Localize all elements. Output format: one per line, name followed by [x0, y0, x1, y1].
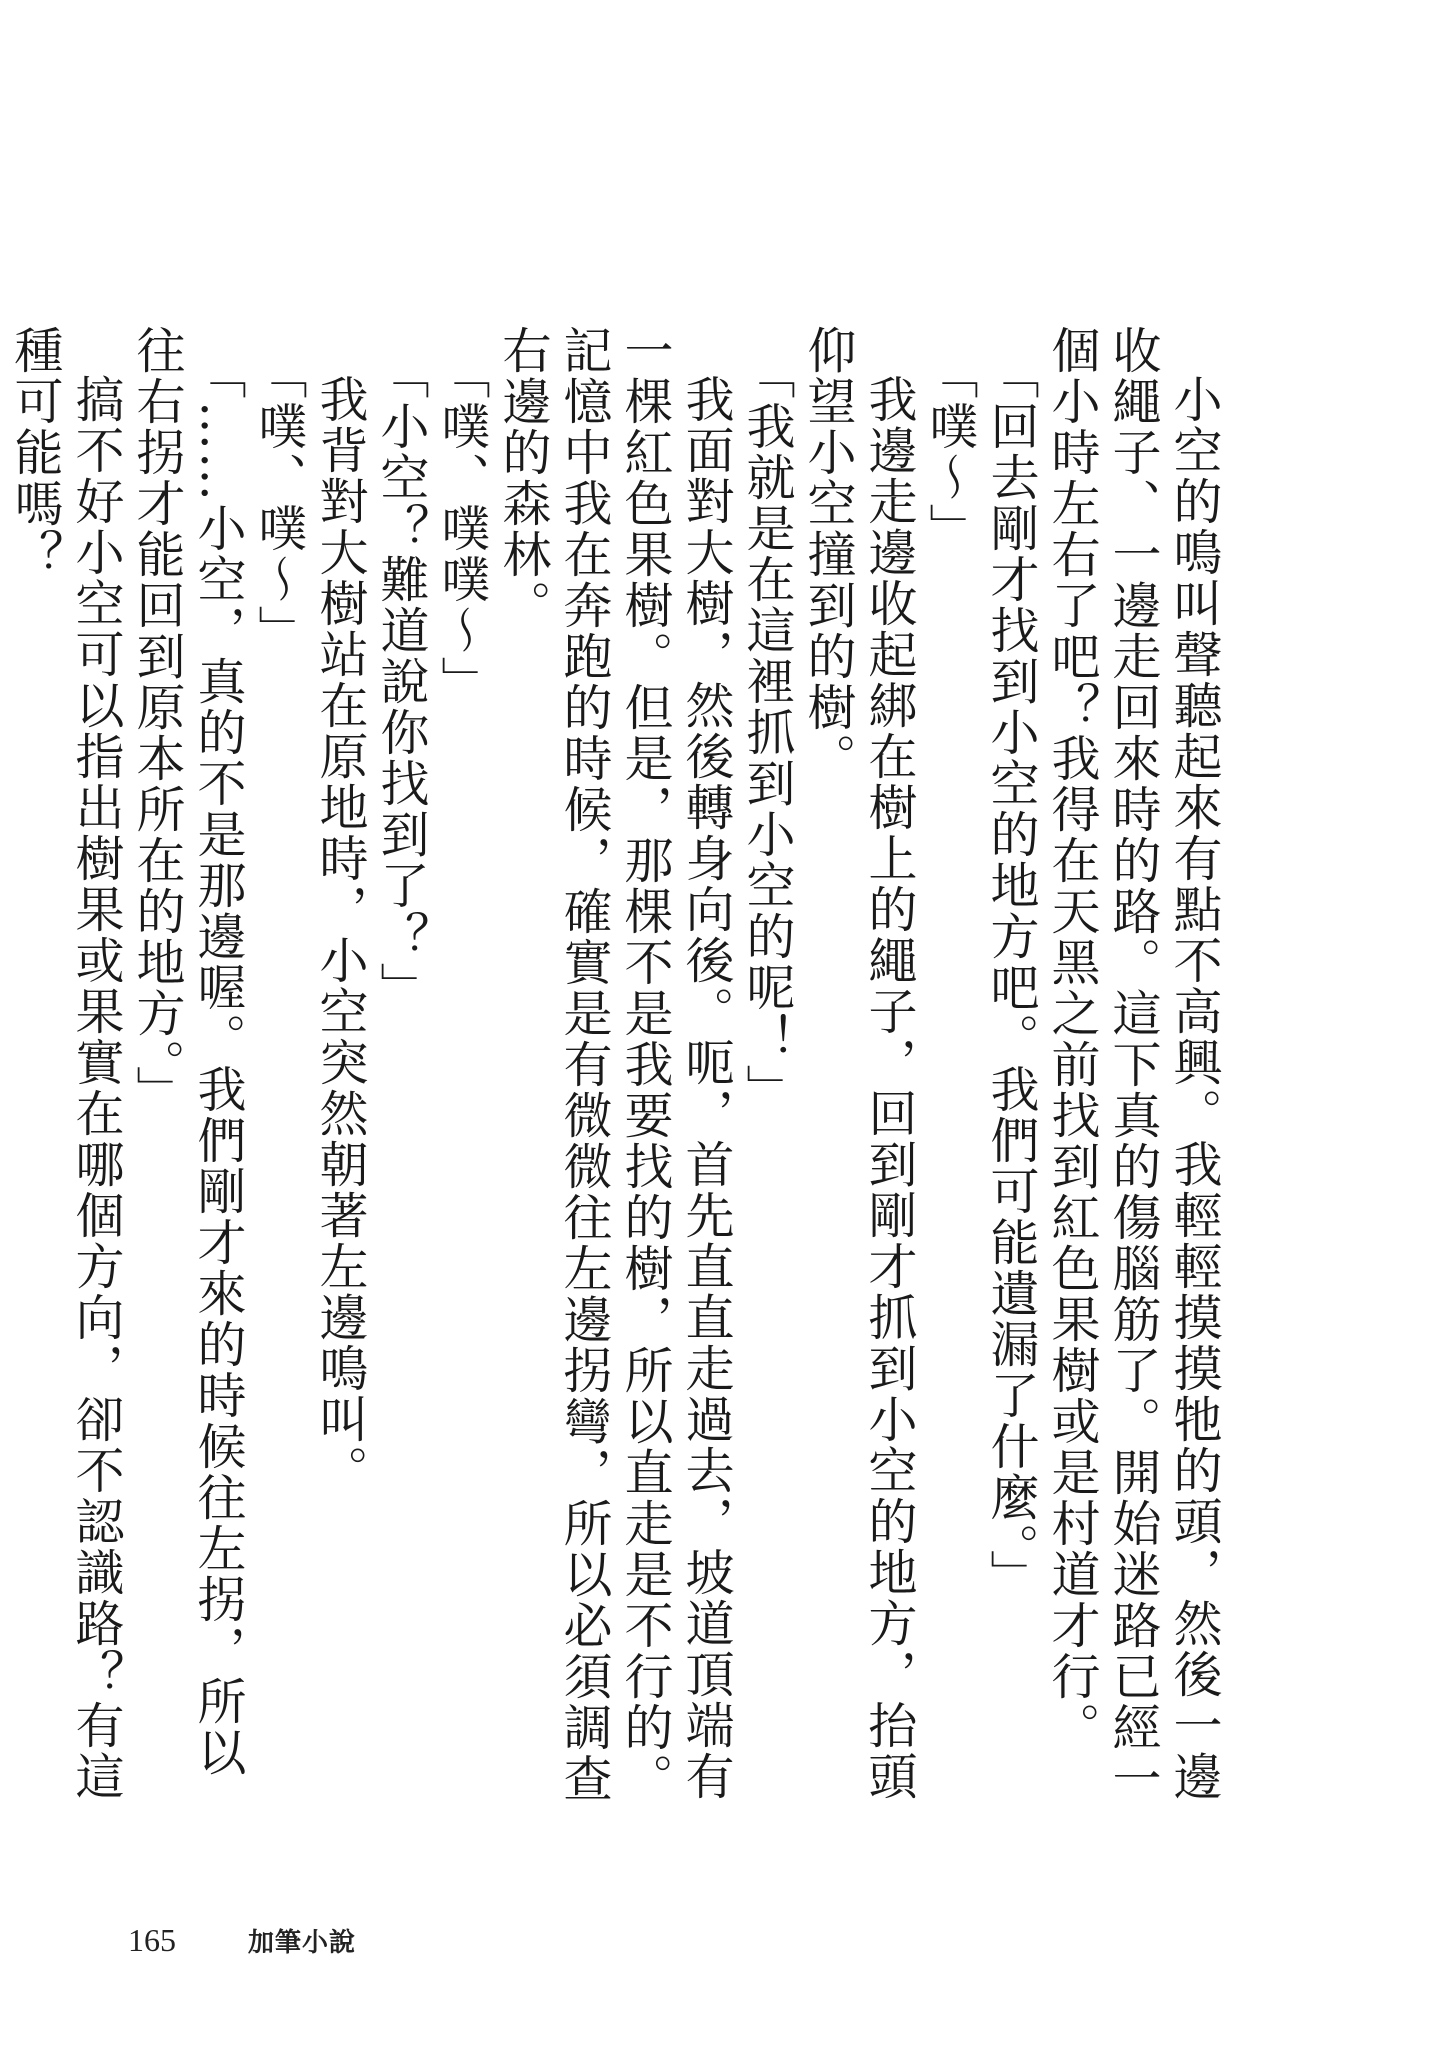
dialogue-line: 「……小空，真的不是那邊喔。我們剛才來的時候往左拐，所以往右拐才能回到原本所在的地方。」 — [129, 325, 247, 1778]
dialogue-line: 「我就是在這裡抓到小空的呢！」 — [739, 349, 796, 1115]
dialogue-line: 「噗～」 — [922, 349, 979, 554]
dialogue-line: 「噗、噗噗～」 — [434, 349, 491, 707]
book-section-title: 加筆小說 — [248, 1928, 357, 1958]
dialogue-line: 「回去剛才找到小空的地方吧。我們可能遺漏了什麼。」 — [983, 349, 1040, 1600]
paragraph: 我邊走邊收起綁在樹上的繩子，回到剛才抓到小空的地方，抬頭仰望小空撞到的樹。 — [800, 325, 918, 1802]
paragraph: 我背對大樹站在原地時，小空突然朝著左邊鳴叫。 — [312, 374, 369, 1496]
dialogue-line: 「噗、噗～」 — [251, 349, 308, 656]
paragraph: 我面對大樹，然後轉身向後。呃，首先直直走過去，坡道頂端有一棵紅色果樹。但是，那棵不是我要找的樹，所以直走是不行的。記憶中我在奔跑的時候，確實是有微微往左邊拐彎，所以必須調查右邊的森林。 — [495, 325, 735, 1804]
page-number: 165 — [128, 1922, 176, 1958]
vertical-text-body — [7, 325, 1225, 1825]
dialogue-line: 「小空？難道說你找到了？」 — [373, 349, 430, 1013]
paragraph: 搞不好小空可以指出樹果或果實在哪個方向，卻不認識路？有這種可能嗎？ — [7, 325, 125, 1802]
paragraph: 小空的鳴叫聲聽起來有點不高興。我輕輕摸摸牠的頭，然後一邊收繩子、一邊走回來時的路。這下真的傷腦筋了。開始迷路已經一個小時左右了吧？我得在天黑之前找到紅色果樹或是村道才行。 — [1044, 325, 1223, 1804]
